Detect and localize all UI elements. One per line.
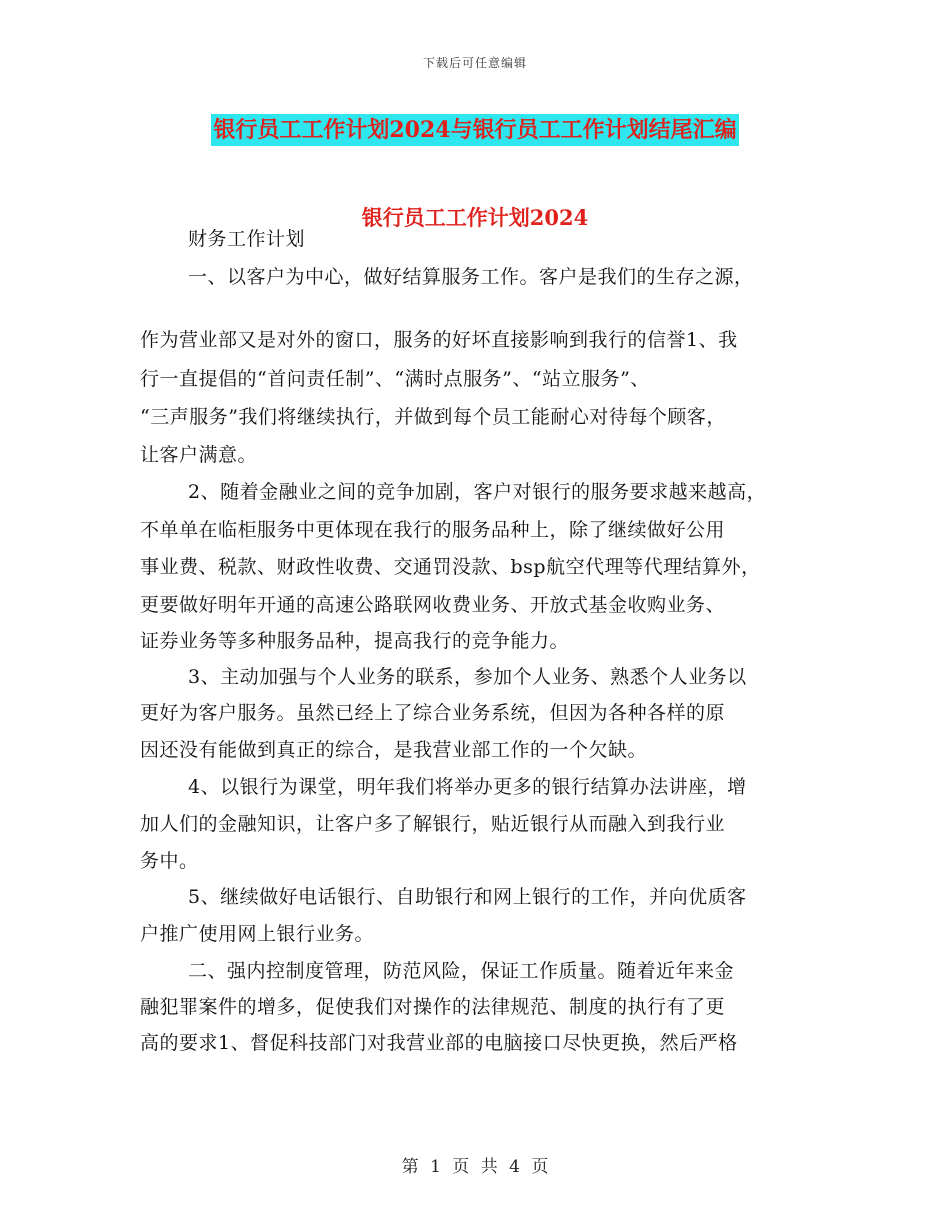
text-line: 不单单在临柜服务中更体现在我行的服务品种上，除了继续做好公用 (140, 519, 726, 541)
text-line: 高的要求1、督促科技部门对我营业部的电脑接口尽快更换，然后严格 (140, 1032, 738, 1054)
main-title: 银行员工工作计划2024与银行员工工作计划结尾汇编 (211, 114, 738, 146)
text-line: “三声服务”我们将继续执行，并做到每个员工能耐心对待每个顾客， (140, 406, 726, 428)
text-line: 5、继续做好电话银行、自助银行和网上银行的工作，并向优质客 (188, 886, 747, 908)
text-line: 更要做好明年开通的高速公路联网收费业务、开放式基金收购业务、 (140, 594, 726, 616)
text-line: 财务工作计划 (188, 228, 306, 250)
text-line: 3、主动加强与个人业务的联系，参加个人业务、熟悉个人业务以 (188, 666, 747, 688)
header-note: 下载后可任意编辑 (422, 56, 527, 70)
text-line: 行一直提倡的“首问责任制”、“满时点服务”、“站立服务”、 (140, 368, 650, 390)
text-line: 融犯罪案件的增多，促使我们对操作的法律规范、制度的执行有了更 (140, 996, 726, 1018)
main-title-wrap (0, 114, 950, 146)
text-line: 因还没有能做到真正的综合，是我营业部工作的一个欠缺。 (140, 739, 648, 761)
text-line: 户推广使用网上银行业务。 (140, 923, 375, 945)
text-line: 务中。 (140, 850, 199, 872)
text-line: 更好为客户服务。虽然已经上了综合业务系统，但因为各种各样的原 (140, 702, 726, 724)
text-line: 作为营业部又是对外的窗口，服务的好坏直接影响到我行的信誉1、我 (140, 329, 738, 351)
text-line: 二、强内控制度管理，防范风险，保证工作质量。随着近年来金 (188, 960, 735, 982)
page-number-footer: 第 1 页 共 4 页 (401, 1157, 549, 1177)
text-line: 事业费、税款、财政性收费、交通罚没款、bsp航空代理等代理结算外， (140, 556, 761, 578)
text-line: 2、随着金融业之间的竞争加剧，客户对银行的服务要求越来越高， (188, 481, 767, 503)
text-line: 4、以银行为课堂，明年我们将举办更多的银行结算办法讲座，增 (188, 776, 747, 798)
text-line: 一、以客户为中心，做好结算服务工作。客户是我们的生存之源， (188, 266, 754, 288)
section-title: 银行员工工作计划2024 (361, 205, 589, 230)
text-line: 加人们的金融知识，让客户多了解银行，贴近银行从而融入到我行业 (140, 813, 726, 835)
text-line: 让客户满意。 (140, 444, 258, 466)
text-line: 证券业务等多种服务品种，提高我行的竞争能力。 (140, 630, 570, 652)
